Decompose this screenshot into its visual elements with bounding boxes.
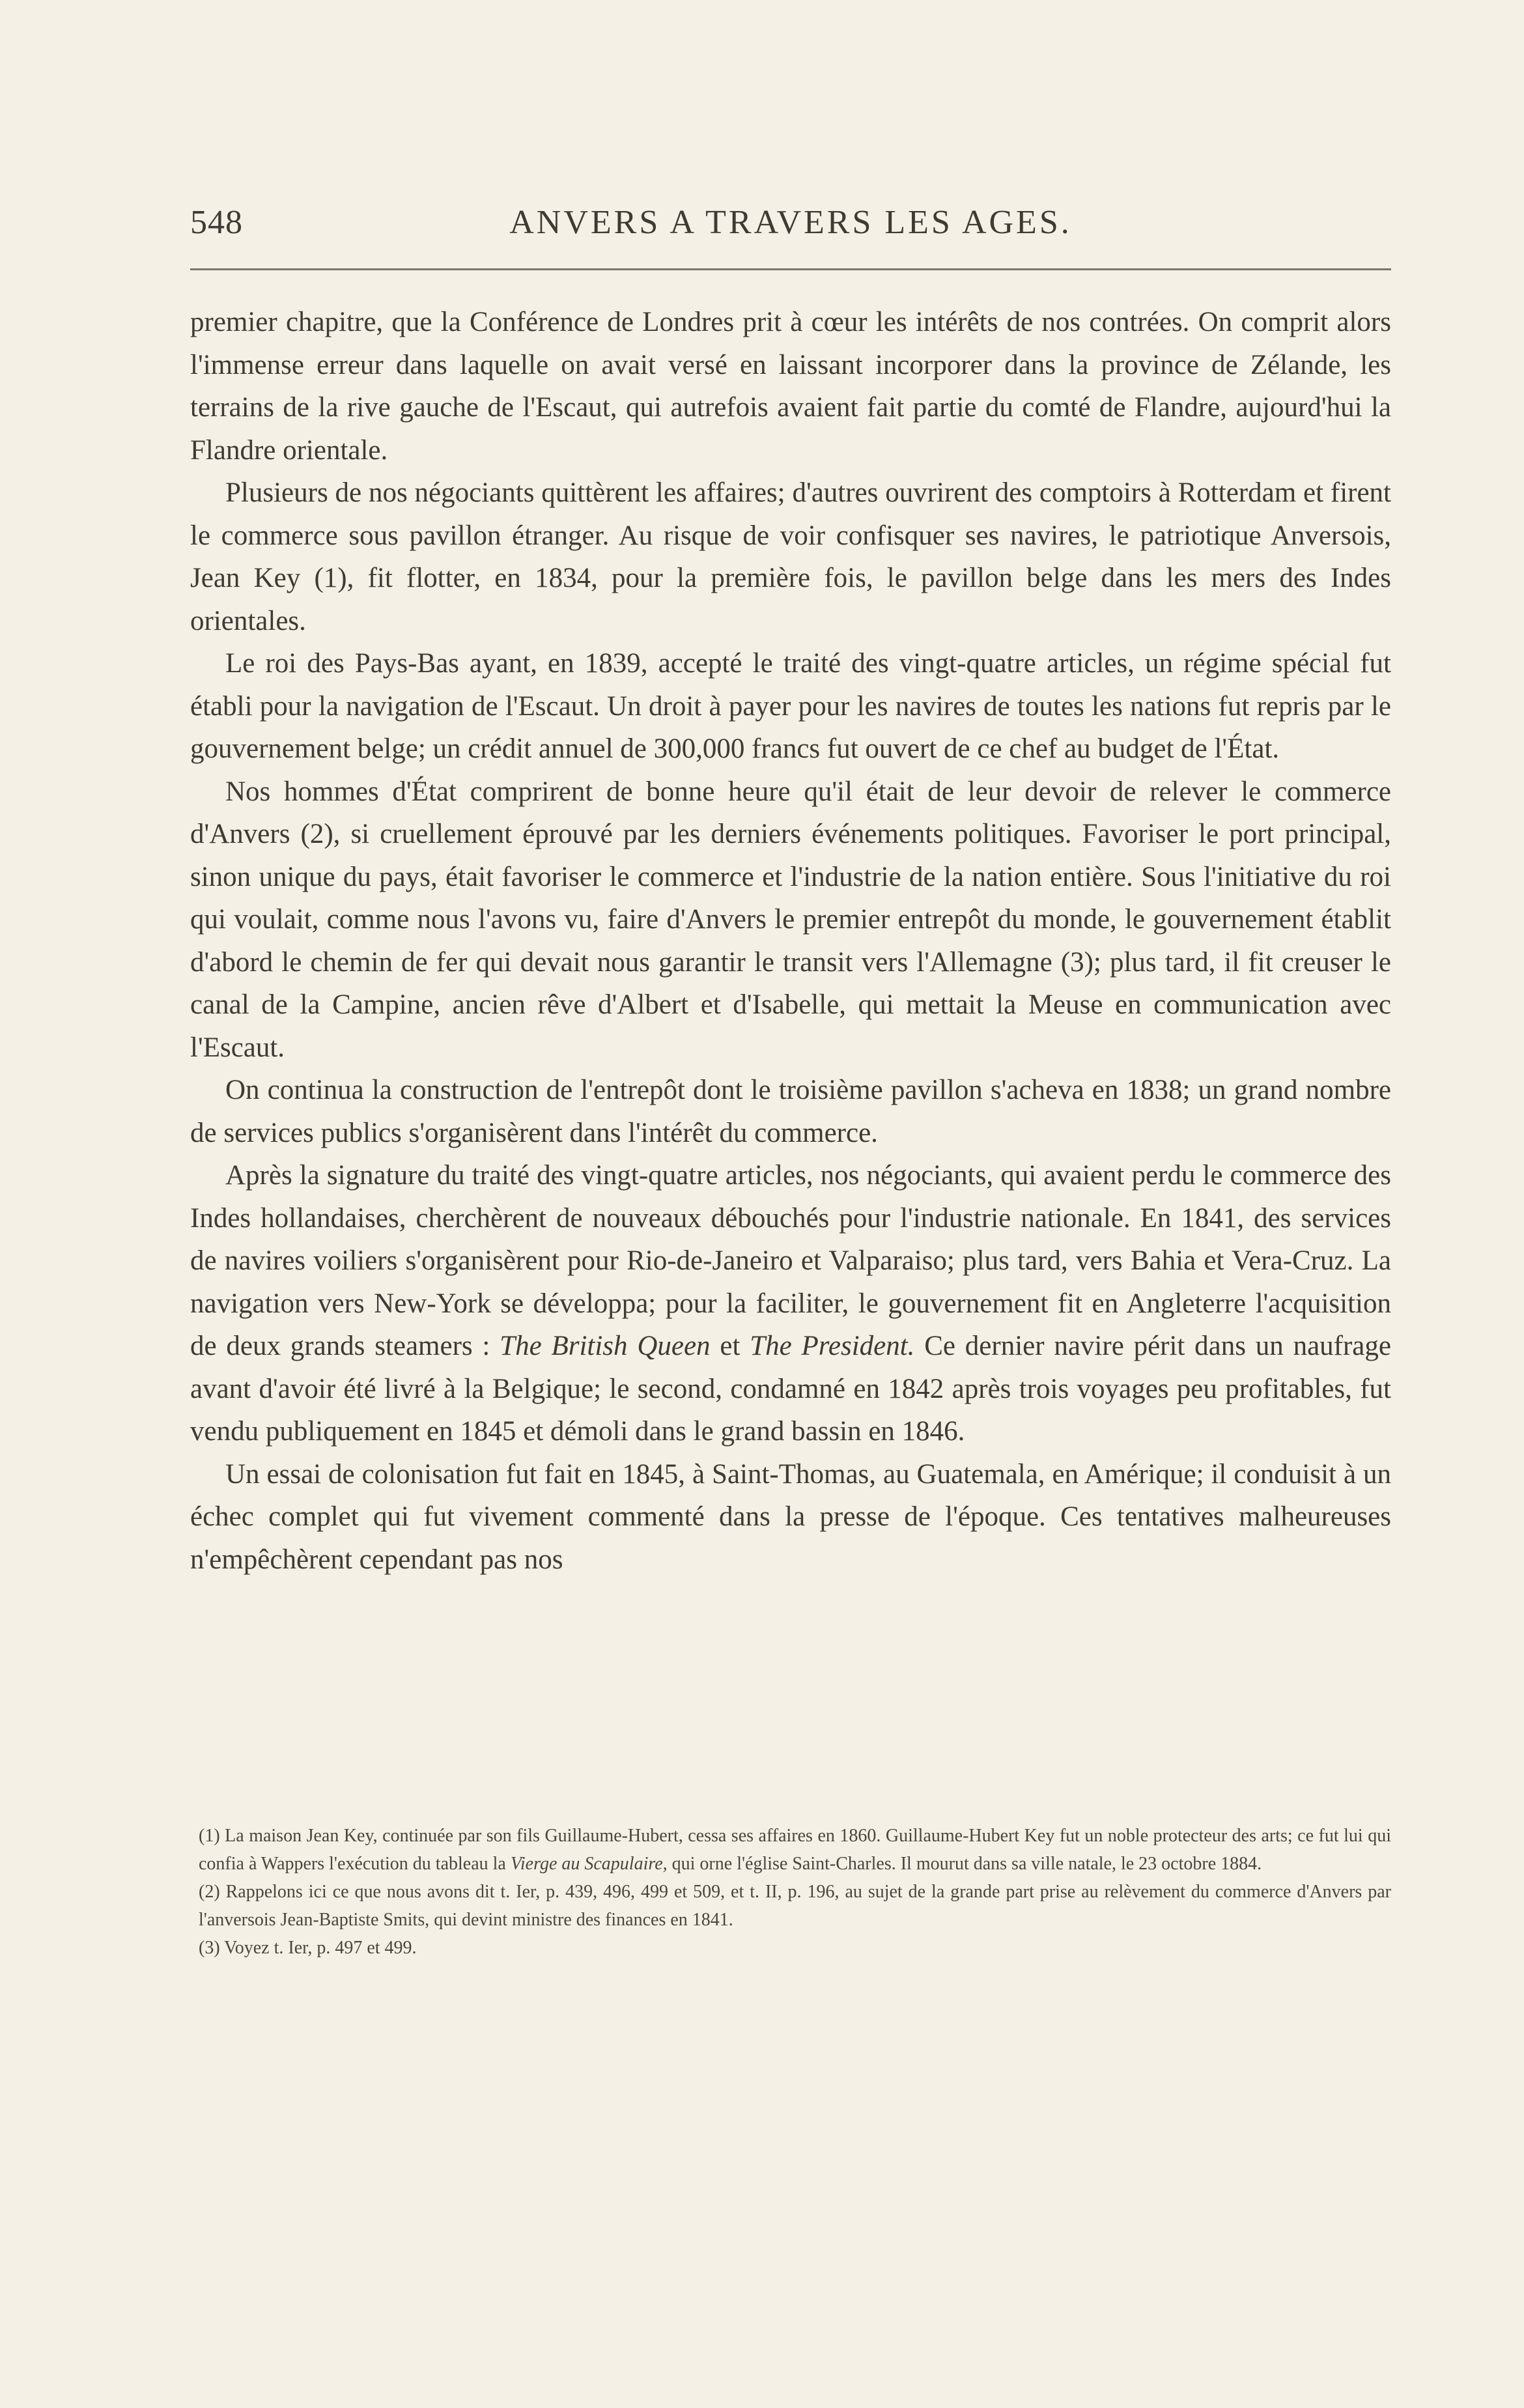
paragraph: Le roi des Pays-Bas ayant, en 1839, accepté le traité des vingt-quatre articles, un régime spécial fut établi pour la navigation de l'Escaut. Un droit à payer pour les navires de toutes les nations fut repris par le gouvernement belge; un crédit annuel de 300,000 francs fut ouvert de ce chef au budget de l'État. [190, 648, 1391, 764]
paragraph-text: Après la signature du traité des vingt-quatre articles, nos négociants, qui avaient perdu le commerce des Indes hollandaises, cherchèrent de nouveaux débouchés pour l'industrie nationale. En 1841, des services de navires voiliers s'organisèrent pour Rio-de-Janeiro et Valparaiso; plus tard, vers Bahia et Vera-Cruz. La navigation vers New-York se développa; pour la faciliter, le gouvernement fit en Angleterre l'acquisition de deux grands steamers : [190, 1160, 1391, 1361]
paragraph: Un essai de colonisation fut fait en 1845, à Saint-Thomas, au Guatemala, en Amérique; il conduisit à un échec complet qui fut vivement commenté dans la presse de l'époque. Ces tentatives malheureuses n'empêchèrent cependant pas nos [190, 1458, 1391, 1575]
paragraph-text: Ce dernier navire périt dans un naufrage avant d'avoir été livré à la Belgique; le second, condamné en 1842 après trois voyages peu profitables, fut vendu publiquement en 1845 et démoli dans le grand bassin en 1846. [190, 1331, 1391, 1447]
paragraph: On continua la construction de l'entrepôt dont le troisième pavillon s'acheva en 1838; un grand nombre de services publics s'organisèrent dans l'intérêt du commerce. [190, 1075, 1391, 1148]
page-number: 548 [190, 204, 243, 241]
painting-title: Vierge au Scapulaire, [510, 1854, 668, 1874]
paragraph: Plusieurs de nos négociants quittèrent les affaires; d'autres ouvrirent des comptoirs à Rotterdam et firent le commerce sous pavillon étranger. Au risque de voir confisquer ses navires, le patriotique Anversois, Jean Key (1), fit flotter, en 1834, pour la première fois, le pavillon belge dans les mers des Indes orientales. [190, 477, 1391, 636]
running-title: ANVERS A TRAVERS LES AGES. [509, 204, 1072, 241]
ship-name: The President. [750, 1331, 915, 1361]
footnote-text: qui orne l'église Saint-Charles. Il mourut dans sa ville natale, le 23 octobre 1884. [667, 1854, 1262, 1874]
footnote: (2) Rappelons ici ce que nous avons dit t. Ier, p. 439, 496, 499 et 509, et t. II, p. 196, au sujet de la grande part prise au relèvement du commerce d'Anvers par l'anversois Jean-Baptiste Smits, qui devint ministre des finances en 1841. [199, 1882, 1391, 1930]
page-header [190, 203, 1391, 257]
ship-name: The British Queen [500, 1331, 711, 1361]
paragraph-text: et [710, 1331, 750, 1361]
paragraph [190, 1154, 1391, 1453]
footnote-text: (1) La maison Jean Key, continuée par son fils Guillaume-Hubert, cessa ses affaires en 1860. Guillaume-Hubert Key fut un noble protecteur des arts; ce fut lui qui confia à Wappers l'exécution du tableau la [199, 1826, 1391, 1874]
header-rule [190, 268, 1391, 270]
footnote [199, 1822, 1391, 1878]
footnotes [199, 1822, 1391, 1962]
paragraph: Nos hommes d'État comprirent de bonne heure qu'il était de leur devoir de relever le commerce d'Anvers (2), si cruellement éprouvé par les derniers événements politiques. Favoriser le port principal, sinon unique du pays, était favoriser le commerce et l'industrie de la nation entière. Sous l'initiative du roi qui voulait, comme nous l'avons vu, faire d'Anvers le premier entrepôt du monde, le gouvernement établit d'abord le chemin de fer qui devait nous garantir le transit vers l'Allemagne (3); plus tard, il fit creuser le canal de la Campine, ancien rêve d'Albert et d'Isabelle, qui mettait la Meuse en communication avec l'Escaut. [190, 776, 1391, 1063]
main-text [190, 301, 1391, 1581]
footnote: (3) Voyez t. Ier, p. 497 et 499. [199, 1938, 417, 1958]
paragraph: premier chapitre, que la Conférence de Londres prit à cœur les intérêts de nos contrées. On comprit alors l'immense erreur dans laquelle on avait versé en laissant incorporer dans la province de Zélande, les terrains de la rive gauche de l'Escaut, qui autrefois avaient fait partie du comté de Flandre, aujourd'hui la Flandre orientale. [190, 307, 1391, 466]
